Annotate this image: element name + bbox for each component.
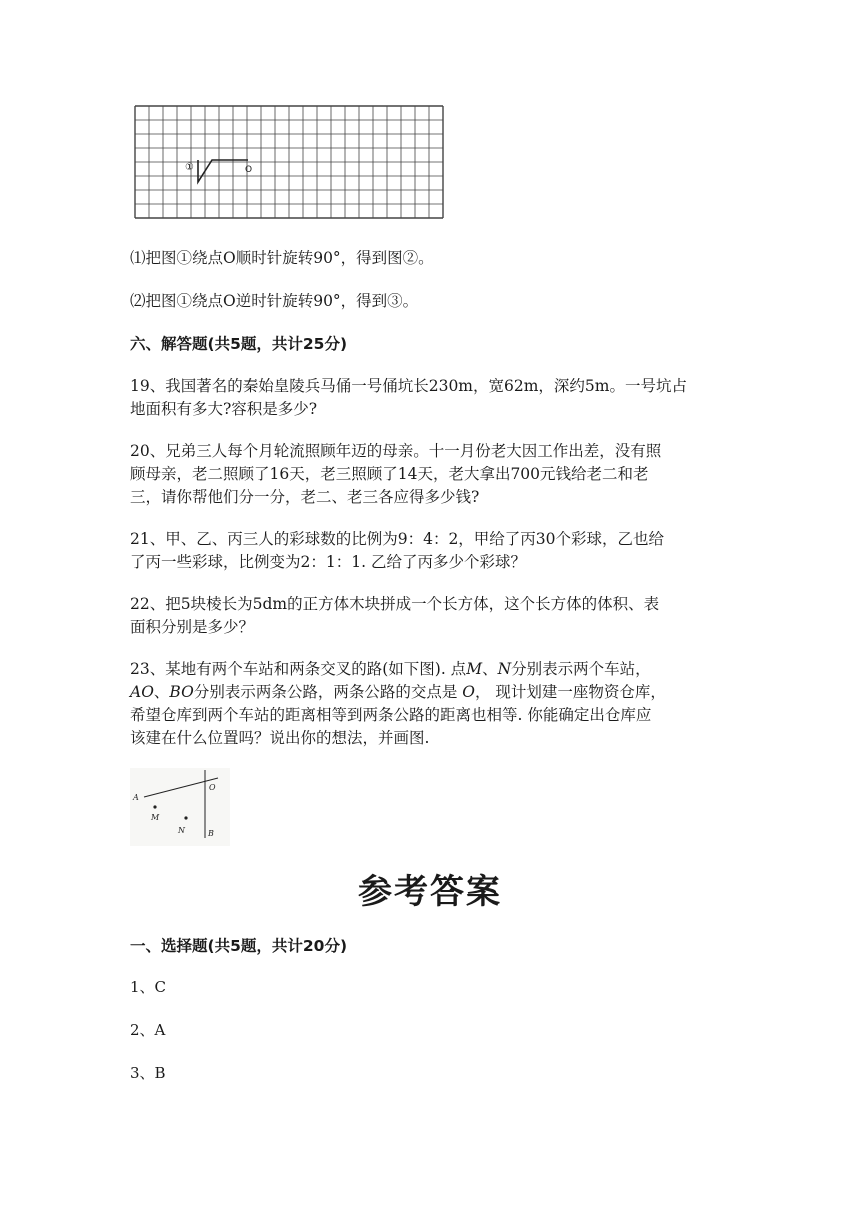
point-o-label: O xyxy=(245,165,253,175)
question-20 xyxy=(130,440,730,509)
q22-line-1: 22、把5块棱长为5dm的正方体木块拼成一个长方体，这个长方体的体积、表 xyxy=(130,595,660,613)
rotation-task-2: ⑵把图①绕点O逆时针旋转90°，得到③。 xyxy=(130,292,419,310)
label-a: A xyxy=(133,793,139,802)
section-6-heading: 六、解答题(共5题，共计25分) xyxy=(130,335,348,353)
question-19 xyxy=(130,375,730,421)
q19-line-2: 地面积有多大?容积是多少? xyxy=(130,400,318,418)
answers-title: 参考答案 xyxy=(358,872,502,912)
shape-one xyxy=(198,160,248,182)
q20-line-1: 20、兄弟三人每个月轮流照顾年迈的母亲。十一月份老大因工作出差，没有照 xyxy=(130,442,662,460)
q23-line-1: 23、某地有两个车站和两条交叉的路(如下图). 点M、N分别表示两个车站， xyxy=(130,660,651,678)
q23-line-2: AO、BO分别表示两条公路，两条公路的交点是 O， 现计划建一座物资仓库， xyxy=(130,683,666,701)
question-22 xyxy=(130,593,730,639)
road-ao xyxy=(144,778,218,797)
answer-3: 3、B xyxy=(130,1064,166,1082)
answer-2: 2、A xyxy=(130,1021,166,1039)
rotation-task-1: ⑴把图①绕点O顺时针旋转90°，得到图②。 xyxy=(130,249,434,267)
station-m xyxy=(153,805,156,808)
q20-line-3: 三，请你帮他们分一分，老二、老三各应得多少钱? xyxy=(130,488,480,506)
label-n: N xyxy=(178,826,185,835)
answers-section-1-heading: 一、选择题(共5题，共计20分) xyxy=(130,937,348,955)
q20-line-2: 顾母亲，老二照顾了16天，老三照顾了14天，老大拿出700元钱给老二和老 xyxy=(130,465,649,483)
label-b: B xyxy=(208,829,214,838)
q23-line-4: 该建在什么位置吗？说出你的想法，并画图. xyxy=(130,729,430,747)
question-21 xyxy=(130,528,730,574)
q22-line-2: 面积分别是多少？ xyxy=(130,618,255,636)
roads-figure xyxy=(130,768,230,846)
grid-lines xyxy=(135,106,443,218)
answer-1: 1、C xyxy=(130,978,167,996)
q21-line-1: 21、甲、乙、丙三人的彩球数的比例为9：4：2，甲给了丙30个彩球，乙也给 xyxy=(130,530,665,548)
label-m: M xyxy=(151,813,160,822)
station-n xyxy=(184,816,187,819)
q21-line-2: 了丙一些彩球，比例变为2：1：1. 乙给了丙多少个彩球？ xyxy=(130,553,526,571)
grid-figure xyxy=(130,102,450,226)
question-23 xyxy=(130,658,730,750)
shape-one-label: ① xyxy=(185,162,194,173)
q23-line-3: 希望仓库到两个车站的距离相等到两条公路的距离也相等. 你能确定出仓库应 xyxy=(130,706,652,724)
q19-line-1: 19、我国著名的秦始皇陵兵马俑一号俑坑长230m，宽62m，深约5m。一号坑占 xyxy=(130,377,687,395)
label-o: O xyxy=(209,783,216,792)
